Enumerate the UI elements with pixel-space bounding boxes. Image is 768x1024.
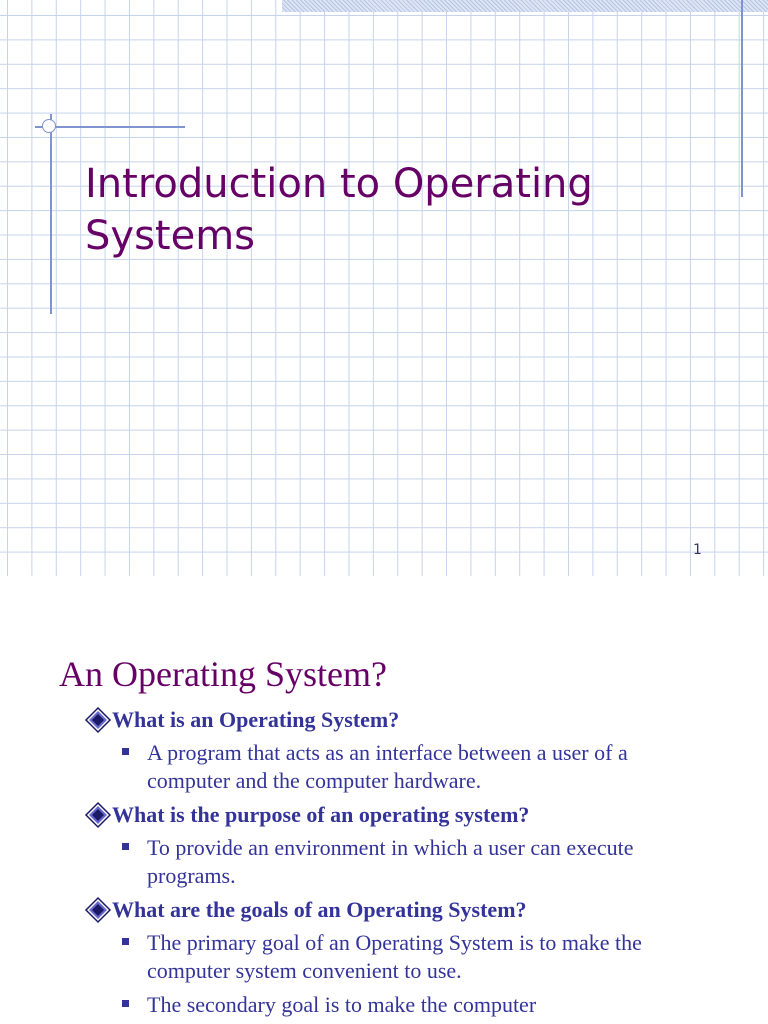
content-slide-title: An Operating System? — [59, 654, 387, 694]
diamond-icon — [84, 706, 112, 734]
horizontal-rule-decoration — [35, 126, 185, 128]
question-text: What is an Operating System? — [112, 707, 400, 732]
square-icon — [122, 938, 129, 945]
slide-number: 1 — [693, 542, 702, 558]
answer-list — [84, 929, 664, 1019]
diamond-icon — [84, 801, 112, 829]
answer-item — [122, 929, 664, 985]
answer-text: The secondary goal is to make the computer — [147, 992, 537, 1017]
slide-title: Introduction to Operating Systems — [85, 161, 593, 259]
vertical-rule-decoration — [50, 114, 52, 314]
hatch-band-decoration — [282, 0, 768, 12]
square-icon — [122, 1000, 129, 1007]
question-item — [84, 896, 664, 924]
answer-text: To provide an environment in which a user can execute programs. — [147, 835, 634, 888]
answer-item — [122, 991, 664, 1019]
question-item — [84, 801, 664, 829]
diamond-icon — [84, 896, 112, 924]
bullet-list — [84, 706, 664, 1024]
question-item — [84, 706, 664, 734]
answer-text: The primary goal of an Operating System is to make the computer system convenient to use. — [147, 930, 642, 983]
question-text: What is the purpose of an operating system? — [112, 802, 530, 827]
answer-list — [84, 834, 664, 890]
square-icon — [122, 748, 129, 755]
square-icon — [122, 843, 129, 850]
crosshair-icon — [42, 119, 56, 133]
answer-item — [122, 739, 664, 795]
content-slide — [0, 612, 768, 1024]
question-text: What are the goals of an Operating System? — [112, 897, 527, 922]
answer-list — [84, 739, 664, 795]
right-rule-decoration — [741, 0, 743, 197]
answer-item — [122, 834, 664, 890]
answer-text: A program that acts as an interface between a user of a computer and the computer hardware. — [147, 740, 628, 793]
